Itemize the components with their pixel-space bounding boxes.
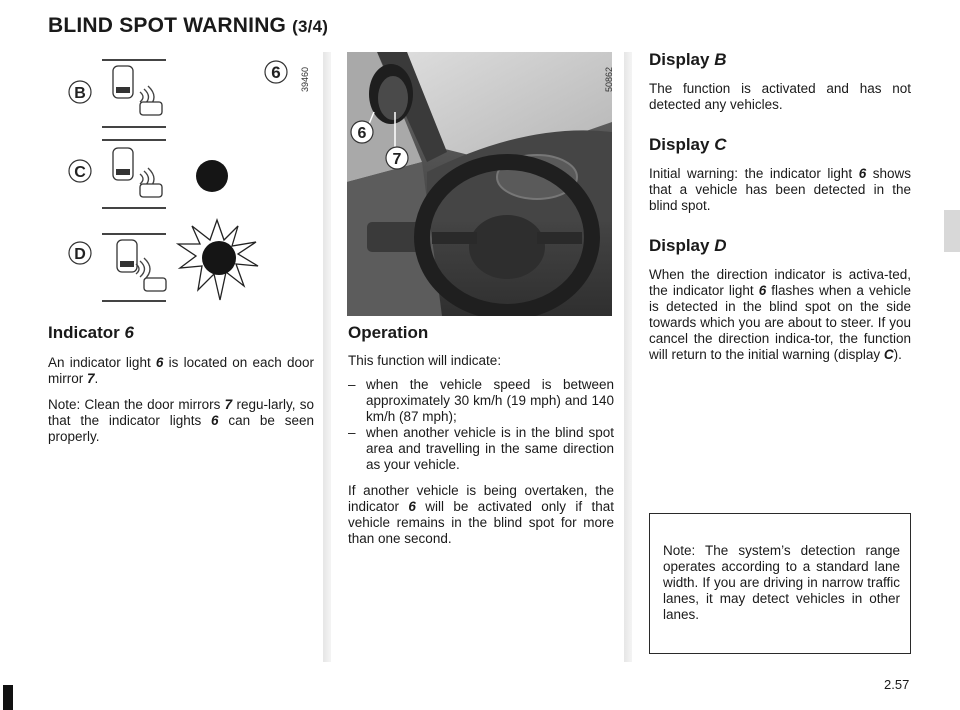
indicator-paragraph-2: Note: Clean the door mirrors 7 regu-larly, so that the indicator lights 6 can be seen properly. [48, 397, 314, 444]
callout-7-label: 7 [392, 151, 402, 168]
display-b-text: The function is activated and has not detected any vehicles. [649, 81, 911, 112]
column-divider-right [624, 52, 632, 662]
display-d-heading: Display D [649, 236, 727, 255]
list-item: – when another vehicle is in the blind spot area and travelling in the same direction as your vehicle. [348, 425, 614, 472]
note-box [649, 513, 911, 654]
indicator-section [48, 323, 314, 445]
operation-section [348, 323, 614, 547]
column-divider-left [323, 52, 331, 662]
display-states-figure [62, 50, 324, 310]
callout-6-label: 6 [357, 125, 367, 142]
title-suffix: (3/4) [292, 17, 329, 36]
corner-marker [3, 685, 13, 710]
display-c-heading: Display C [649, 135, 727, 154]
car-icon [117, 240, 137, 272]
display-c-text: Initial warning: the indicator light 6 shows that a vehicle has been detected in the blind spot. [649, 166, 911, 213]
indicator-heading: Indicator 6 [48, 323, 134, 342]
indicator-light-on-icon [196, 160, 228, 192]
figure-code-left: 39460 [300, 66, 310, 92]
page-title [48, 14, 328, 38]
indicator-paragraph-1: An indicator light 6 is located on each door mirror 7. [48, 355, 314, 386]
side-tab-marker [944, 210, 960, 252]
car-icon [144, 278, 166, 291]
car-icon [140, 102, 162, 115]
display-b-heading: Display B [649, 50, 727, 69]
page-number: 2.57 [884, 677, 910, 692]
label-c: C [74, 164, 86, 181]
figure-code-right: 50862 [604, 66, 614, 92]
cockpit-photo [347, 52, 612, 316]
title-main: BLIND SPOT WARNING [48, 14, 287, 37]
callout-6-label: 6 [271, 63, 281, 82]
radar-waves-icon [136, 258, 150, 280]
label-d: D [74, 246, 86, 263]
operation-intro: This function will indicate: [348, 353, 502, 368]
operation-heading: Operation [348, 323, 429, 342]
note-text: Note: The system’s detection range operates according to a standard lane width. If you are driving in narrow traffic lanes, it may detect vehicles in other lanes. [663, 543, 900, 622]
list-item: – when the vehicle speed is between approximately 30 km/h (19 mph) and 140 km/h (87 mph); [348, 377, 614, 424]
operation-paragraph: If another vehicle is being overtaken, the indicator 6 will be activated only if that vehicle remains in the blind spot for more than one second. [348, 483, 614, 546]
label-b: B [74, 85, 86, 102]
car-icon [113, 148, 133, 180]
operation-list [348, 377, 614, 473]
displays-section [649, 50, 911, 363]
indicator-light-flashing-icon [178, 220, 258, 300]
car-icon [113, 66, 133, 98]
car-icon [140, 184, 162, 197]
display-d-text: When the direction indicator is activa-ted, the indicator light 6 flashes when a vehicle is detected in the blind spot on the side towards which you are about to steer. If you cancel the direction indica-tor, the function will return to the initial warning (display C). [649, 267, 911, 362]
